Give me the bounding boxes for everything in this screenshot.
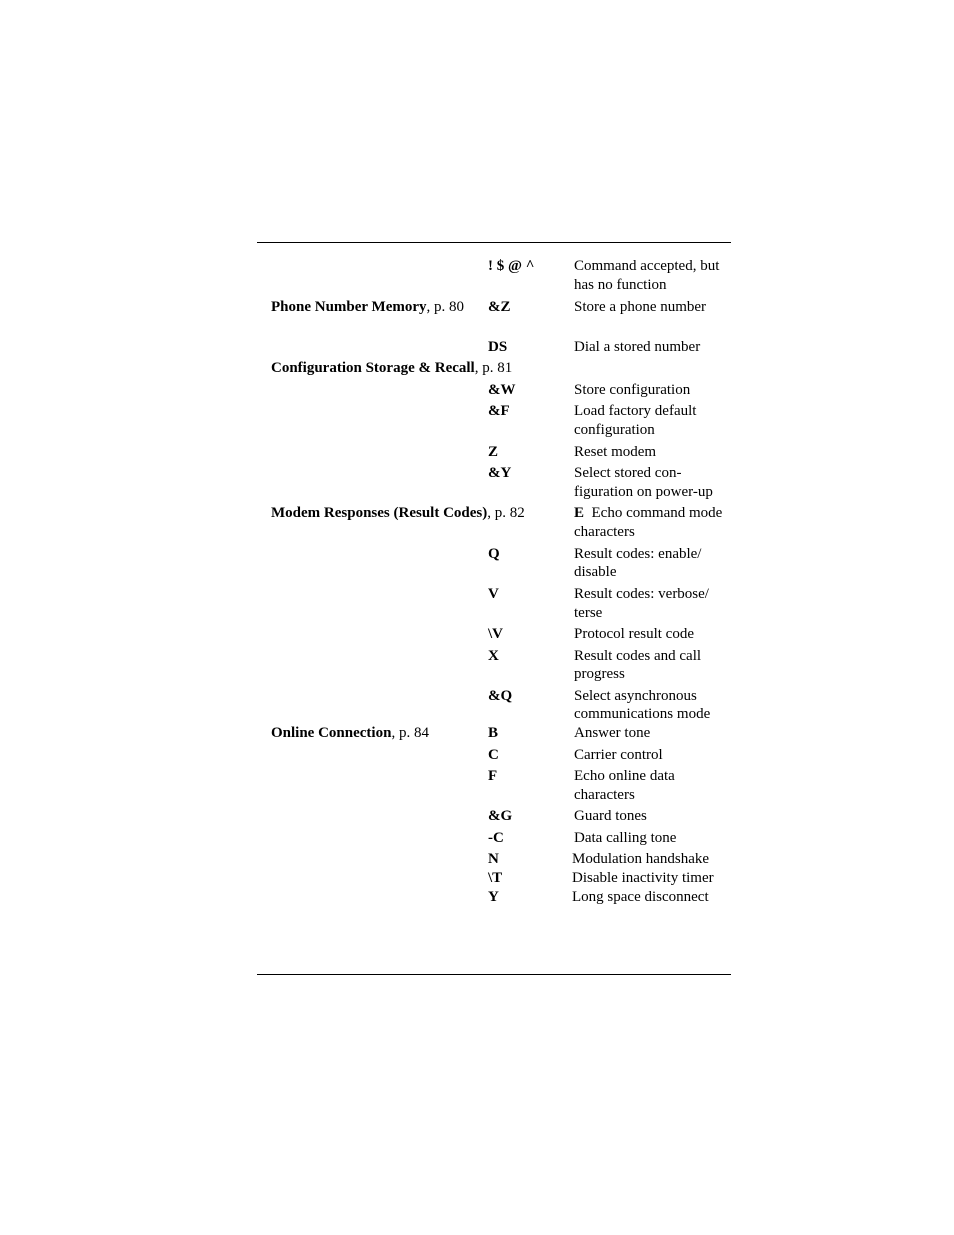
top-rule <box>257 242 731 243</box>
desc-backslash-v: Protocol result code <box>574 626 694 642</box>
command-minus-c: -C <box>488 830 504 846</box>
command-n: N <box>488 851 499 867</box>
command-v: V <box>488 586 499 602</box>
desc-n: Modulation handshake <box>572 851 710 867</box>
desc-and-g: Guard tones <box>574 808 647 824</box>
desc-misc-line2: has no function <box>574 277 667 293</box>
desc-q-line1: Result codes: enable/ <box>574 546 702 562</box>
desc-e-line2: characters <box>574 524 635 540</box>
command-and-w: &W <box>488 382 516 398</box>
command-and-z: &Z <box>488 299 511 315</box>
desc-and-f-line1: Load factory default <box>574 403 697 419</box>
desc-and-y-line1: Select stored con- <box>574 465 682 481</box>
section-page: , p. 82 <box>487 505 525 521</box>
desc-e-text: Echo command mode <box>591 505 723 521</box>
section-title: Phone Number Memory <box>271 299 427 315</box>
section-modem-responses <box>271 504 525 523</box>
desc-v-line1: Result codes: verbose/ <box>574 586 709 602</box>
section-title: Online Connection <box>271 725 392 741</box>
section-phone-number-memory <box>271 298 464 317</box>
desc-f-line1: Echo online data <box>574 768 675 784</box>
desc-and-z: Store a phone number <box>574 299 707 315</box>
section-page: , p. 84 <box>391 725 429 741</box>
bottom-rule <box>257 974 731 975</box>
section-page: , p. 81 <box>474 360 513 376</box>
desc-misc-line1: Command accepted, but <box>574 258 720 274</box>
command-and-q: &Q <box>488 688 513 704</box>
command-backslash-t: \T <box>488 870 503 886</box>
section-online-connection <box>271 724 429 743</box>
desc-ds: Dial a stored number <box>574 339 701 355</box>
desc-f-line2: characters <box>574 787 635 803</box>
desc-and-q-line1: Select asynchronous <box>574 688 697 704</box>
command-and-g: &G <box>488 808 513 824</box>
command-misc: ! $ @ ^ <box>488 258 535 274</box>
command-b: B <box>488 725 499 741</box>
desc-and-y-line2: figuration on power-up <box>574 484 713 500</box>
command-e: E <box>574 505 585 521</box>
desc-minus-c: Data calling tone <box>574 830 677 846</box>
desc-c: Carrier control <box>574 747 663 763</box>
desc-and-f-line2: configuration <box>574 422 655 438</box>
desc-b: Answer tone <box>574 725 651 741</box>
command-f: F <box>488 768 498 784</box>
desc-x-line1: Result codes and call <box>574 648 702 664</box>
command-z: Z <box>488 444 499 460</box>
command-and-f: &F <box>488 403 510 419</box>
section-page: , p. 80 <box>426 299 465 315</box>
desc-v-line2: terse <box>574 605 603 621</box>
section-configuration-storage <box>271 359 512 378</box>
desc-y: Long space disconnect <box>572 889 709 905</box>
desc-and-w: Store configuration <box>574 382 691 398</box>
command-backslash-v: \V <box>488 626 503 642</box>
command-and-y: &Y <box>488 465 512 481</box>
command-y: Y <box>488 889 499 905</box>
section-title: Modem Responses (Result Codes) <box>271 505 488 521</box>
desc-z: Reset modem <box>574 444 657 460</box>
command-c: C <box>488 747 499 763</box>
desc-q-line2: disable <box>574 564 617 580</box>
desc-and-q-line2: communications mode <box>574 706 711 722</box>
command-q: Q <box>488 546 500 562</box>
section-title: Configuration Storage & Recall <box>271 360 475 376</box>
command-ds: DS <box>488 339 508 355</box>
desc-e-line1 <box>574 504 722 523</box>
desc-x-line2: progress <box>574 666 625 682</box>
desc-backslash-t: Disable inactivity timer <box>572 870 714 886</box>
command-x: X <box>488 648 499 664</box>
